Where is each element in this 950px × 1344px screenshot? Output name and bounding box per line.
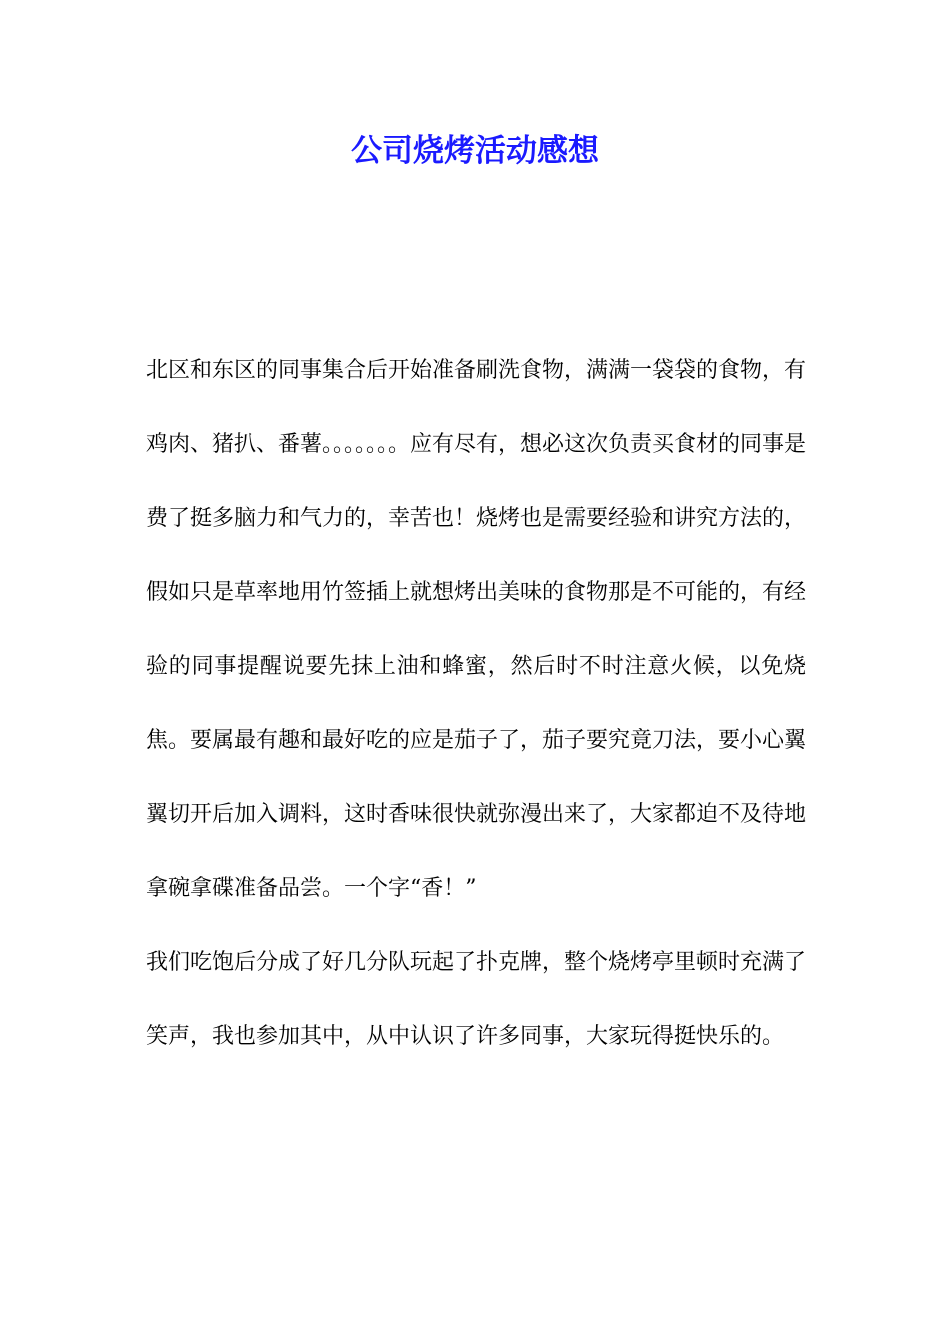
paragraph-1: 北区和东区的同事集合后开始准备刷洗食物，满满一袋袋的食物，有鸡肉、猪扒、番薯。。。。。。。应有尽有，想必这次负责买食材的同事是费了挺多脑力和气力的，幸苦也！烧烤也是需要经验和讲究方法的，假如只是草率地用竹签插上就想烤出美味的食物那是不可能的，有经验的同事提醒说要先抹上油和蜂蜜，然后时不时注意火候，以免烧焦。要属最有趣和最好吃的应是茄子了，茄子要究竟刀法，要小心翼翼切开后加入调料，这时香味很快就弥漫出来了，大家都迫不及待地拿碗拿碟准备品尝。一个字“香！”	[146, 358, 807, 901]
document-body	[146, 334, 806, 1074]
document-title: 公司烧烤活动感想	[351, 133, 599, 169]
paragraph-2: 我们吃饱后分成了好几分队玩起了扑克牌，整个烧烤亭里顿时充满了笑声，我也参加其中，从中认识了许多同事，大家玩得挺快乐的。	[146, 950, 807, 1049]
